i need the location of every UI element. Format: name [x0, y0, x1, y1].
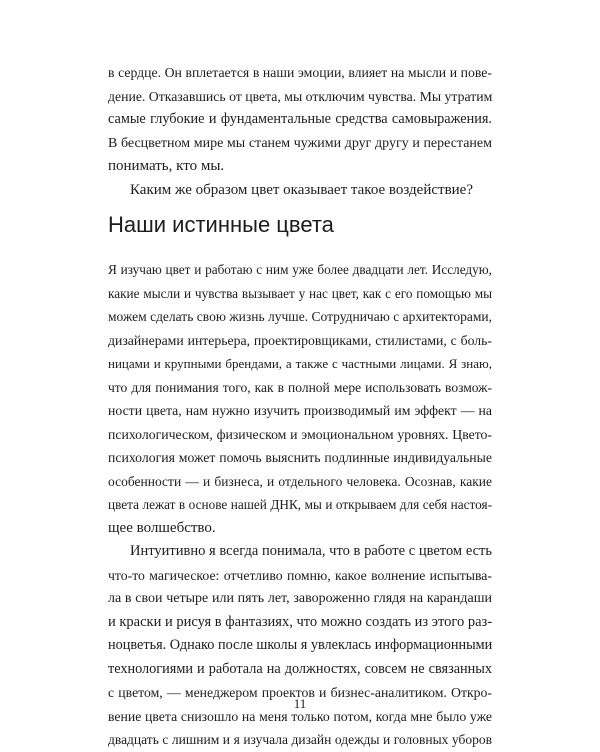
text-line: Интуитивно я всегда понимала, что в работе с цветом есть [130, 543, 492, 559]
text-line: Я изучаю цвет и работаю с ним уже более двадцати лет. Исследую, [108, 262, 492, 277]
text-line: и краски и рисуя в фантазиях, что можно создать из этого раз- [108, 613, 493, 630]
text-line: ницами и крупными брендами, а также с частными лицами. Я знаю, [108, 356, 492, 371]
text-line: дизайнерами интерьера, проектировщиками, стилистами, с боль- [108, 332, 492, 348]
text-line: самые глубокие и фундаментальные средства самовыражения. [108, 111, 492, 127]
text-line: ности цвета, нам нужно изучить производимый им эффект — на [108, 403, 492, 418]
book-page [108, 0, 492, 750]
text-line: В бесцветном мире мы станем чужими друг другу и перестанем [108, 135, 492, 151]
text-line: вение цвета снизошло на меня только потом, когда мне было уже [108, 708, 492, 724]
text-line: понимать, кто мы. [108, 158, 225, 174]
text-line: особенности — и бизнеса, и отдельного человека. Осознав, какие [108, 473, 492, 489]
text-line: ноцветья. Однако после школы я увлеклась информационными [108, 637, 493, 653]
text-line: какие мысли и чувства вызывает у нас цвет, как с его помощью мы [108, 285, 492, 301]
text-line: психология может помочь выяснить подлинные индивидуальные [108, 450, 492, 465]
section-heading: Наши истинные цвета [108, 212, 334, 237]
text-line: в сердце. Он вплетается в наши эмоции, влияет на мысли и пове- [108, 65, 492, 80]
text-line: дение. Отказавшись от цвета, мы отключим чувства. Мы утратим [108, 88, 493, 104]
text-line: можем сделать свою жизнь лучше. Сотрудничаю с архитекторами, [108, 309, 492, 324]
text-line: что-то магическое: отчетливо помню, какое волнение испытыва- [108, 567, 492, 583]
text-line: что для понимания того, как в полной мере использовать возмож- [108, 379, 492, 395]
intro-paragraphs [108, 61, 492, 202]
text-line: технологиями и работала на должностях, совсем не связанных [108, 660, 492, 677]
body-paragraphs [108, 258, 492, 752]
text-line: ла в свои четыре или пять лет, завороженно глядя на карандаши [108, 591, 492, 606]
text-line: с цветом, — менеджером проектов и бизнес-аналитиком. Откро- [108, 685, 492, 700]
text-line: Каким же образом цвет оказывает такое воздействие? [130, 181, 473, 198]
page-number: 11 [293, 696, 307, 711]
text-line: щее волшебство. [108, 519, 216, 536]
text-line: психологическом, физическом и эмоциональном уровнях. Цвето- [108, 426, 492, 442]
text-line: двадцать с лишним и я изучала дизайн одежды и головных уборов [108, 732, 492, 747]
text-line: цвета лежат в основе нашей ДНК, мы и открываем для себя настоя- [108, 497, 492, 512]
